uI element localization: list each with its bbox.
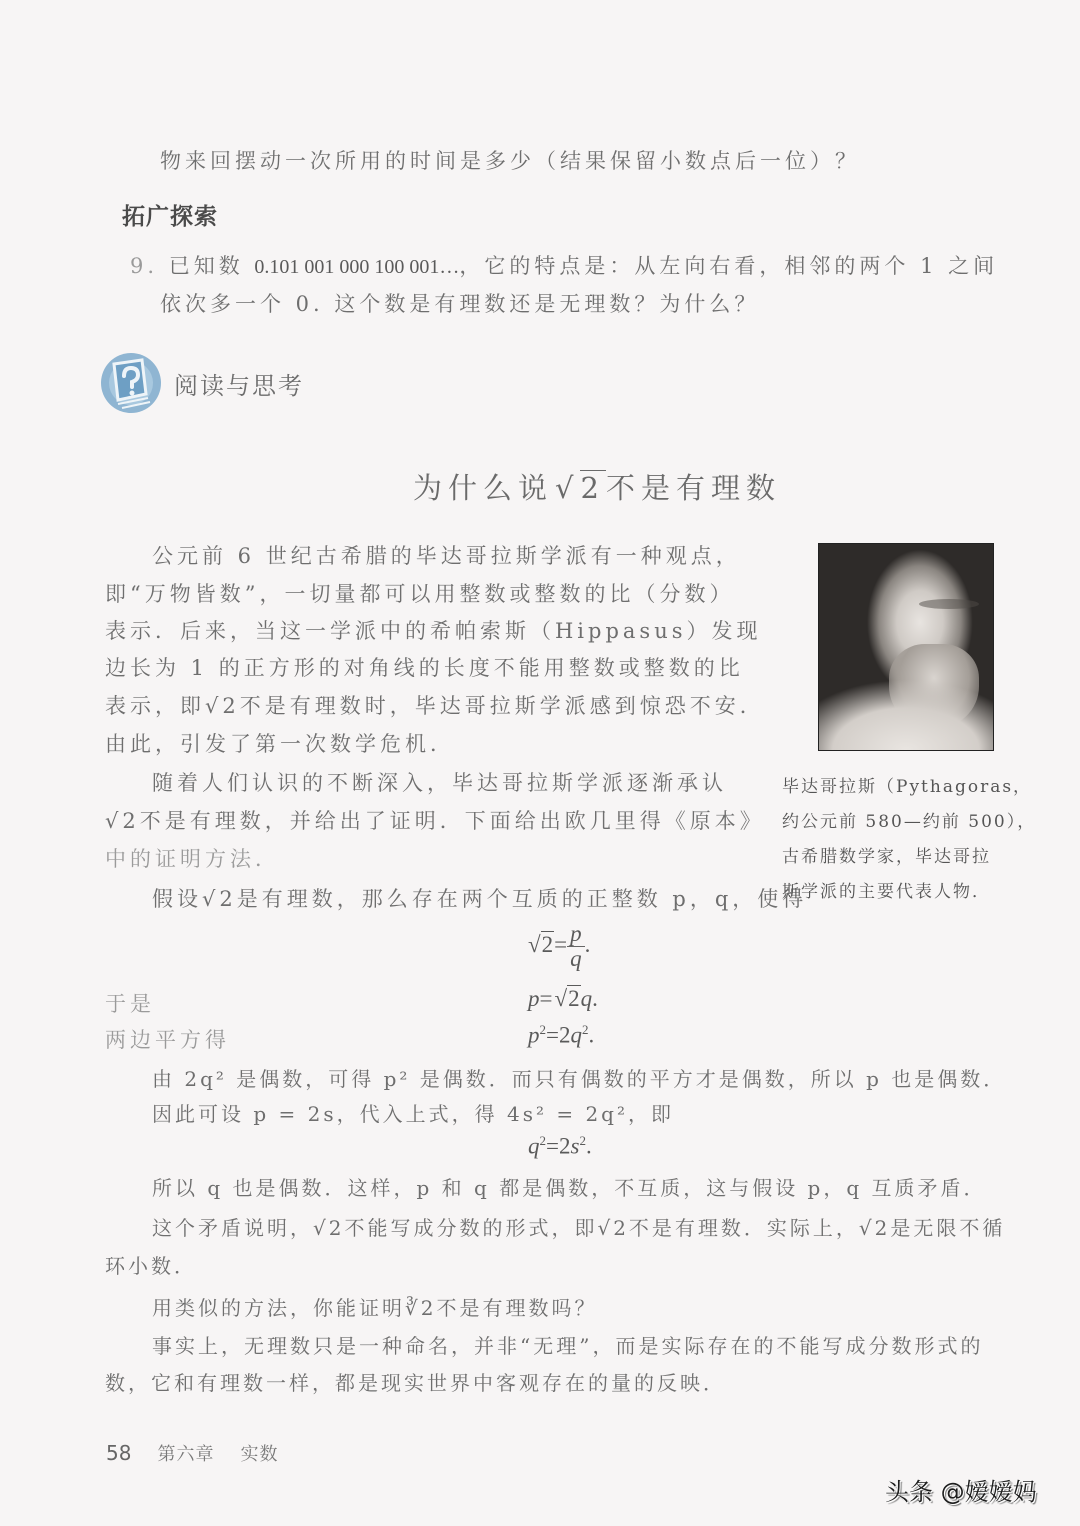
caption-line-3: 古希腊数学家，毕达哥拉 bbox=[782, 847, 991, 867]
para2-line-2: √2不是有理数，并给出了证明．下面给出欧几里得《原本》 bbox=[105, 809, 765, 833]
pythagoras-portrait bbox=[818, 543, 994, 751]
proof-contradiction-line: 所以 q 也是偶数．这样，p 和 q 都是偶数，不互质，这与假设 p，q 互质矛盾． bbox=[152, 1176, 987, 1200]
final-line-2: 数，它和有理数一样，都是现实世界中客观存在的量的反映． bbox=[105, 1371, 726, 1395]
watermark: 头条 @嫒嫒妈 bbox=[885, 1478, 1037, 1506]
exercise-continued-line: 物来回摆动一次所用的时间是多少（结果保留小数点后一位）？ bbox=[160, 149, 860, 173]
title-prefix: 为什么说 bbox=[413, 471, 554, 505]
chapter-number: 第六章 bbox=[157, 1444, 215, 1465]
page-footer bbox=[106, 1440, 278, 1466]
reading-section-header bbox=[100, 352, 304, 414]
para1-line-3: 表示．后来，当这一学派中的希帕索斯（Hippasus）发现 bbox=[105, 619, 762, 643]
equation-2-label: 于是 bbox=[105, 992, 155, 1016]
question-9-number-value: 0.101 001 000 100 001… bbox=[254, 256, 460, 278]
conclusion-line-2: 环小数． bbox=[105, 1254, 197, 1278]
equation-2: p=√2q. bbox=[528, 986, 598, 1011]
para2-line-3: 中的证明方法． bbox=[105, 847, 280, 871]
para2-line-1: 随着人们认识的不断深入，毕达哥拉斯学派逐渐承认 bbox=[152, 771, 727, 795]
para1-line-1: 公元前 6 世纪古希腊的毕达哥拉斯学派有一种观点， bbox=[152, 544, 741, 568]
proof-intro: 假设√2是有理数，那么存在两个互质的正整数 p，q，使得 bbox=[152, 887, 808, 911]
para1-line-5: 表示，即√2不是有理数时，毕达哥拉斯学派感到惊恐不安． bbox=[105, 694, 765, 718]
chapter-title: 实数 bbox=[240, 1444, 279, 1465]
proof-even-line: 由 2q² 是偶数，可得 p² 是偶数．而只有偶数的平方才是偶数，所以 p 也是偶数． bbox=[152, 1067, 1007, 1091]
reading-section-label: 阅读与思考 bbox=[174, 371, 304, 400]
equation-4: $q^2=2s^2$. bbox=[528, 1133, 592, 1159]
para1-line-6: 由此，引发了第一次数学危机． bbox=[105, 732, 455, 756]
final-line-1: 事实上，无理数只是一种命名，并非“无理”，而是实际存在的不能写成分数形式的 bbox=[152, 1334, 984, 1358]
proof-substitution-line: 因此可设 p = 2s，代入上式，得 4s² = 2q²，即 bbox=[152, 1102, 675, 1126]
equation-3-label: 两边平方得 bbox=[105, 1028, 230, 1052]
para1-line-4: 边长为 1 的正方形的对角线的长度不能用整数或整数的比 bbox=[105, 656, 744, 680]
sqrt-symbol: √2 bbox=[555, 471, 605, 505]
caption-line-2: 约公元前 580—约前 500）， bbox=[782, 812, 1037, 832]
caption-line-4: 斯学派的主要代表人物． bbox=[782, 882, 991, 902]
question-9-text-b: ，它的特点是：从左向右看，相邻的两个 1 之间 bbox=[459, 254, 999, 278]
caption-line-1: 毕达哥拉斯（Pythagoras， bbox=[782, 777, 1033, 797]
title-radicand: 2 bbox=[580, 471, 605, 505]
conclusion-line-1: 这个矛盾说明，√2不能写成分数的形式，即√2不是有理数．实际上，√2是无限不循 bbox=[152, 1216, 1006, 1240]
cube-root-question: 用类似的方法，你能证明∛2不是有理数吗？ bbox=[152, 1296, 598, 1320]
question-number: 9. bbox=[130, 254, 159, 278]
question-9-line-2: 依次多一个 0. 这个数是有理数还是无理数？为什么？ bbox=[160, 292, 760, 316]
title-suffix: 不是有理数 bbox=[605, 471, 781, 505]
para1-line-2: 即“万物皆数”，一切量都可以用整数或整数的比（分数） bbox=[105, 582, 735, 606]
question-9-text-a: 已知数 bbox=[168, 254, 255, 278]
section-heading-extension: 拓广探索 bbox=[122, 204, 218, 230]
page-number: 58 bbox=[106, 1441, 132, 1465]
figure-caption bbox=[782, 770, 1036, 910]
question-book-icon bbox=[100, 352, 162, 414]
question-9-line-1 bbox=[130, 250, 998, 280]
equation-1: √2= $\frac{p}{q}$ . bbox=[528, 921, 591, 972]
equation-3: $p^2=2q^2$. bbox=[528, 1022, 595, 1048]
article-title bbox=[413, 466, 781, 507]
